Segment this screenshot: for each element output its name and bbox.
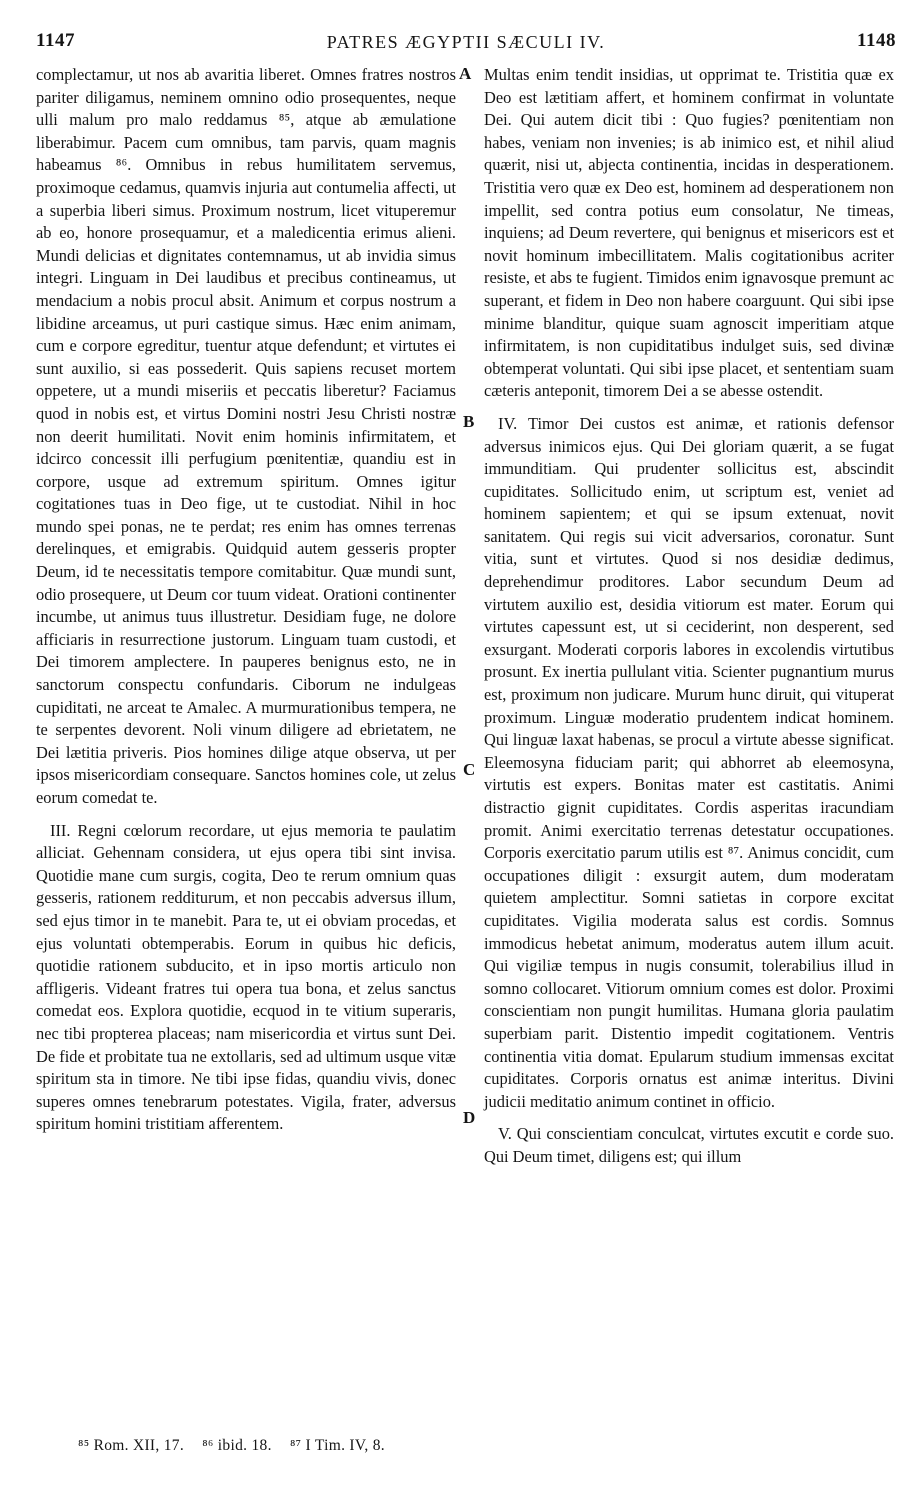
paragraph-continuation-right: Multas enim tendit insidias, ut opprimat te. Tristitia quæ ex Deo est lætitiam affert, et hominem confirmat in voluntate Dei. Qui autem dicit tibi : Quo fugies? pœnitentiam non habes, veniam non invenies; is ab inimico est, et nihil aliud quærit, nisi ut, abjecta continentia, incidas in desperationem. Tristitia vero quæ ex Deo est, hominem ad desperationem non impellit, sed contra potius eum consolatur, Ne timeas, inquiens; ad Deum revertere, qui benignus et misericors est et novit hominum imbecillitatem. Malis cogitationibus acriter resiste, et abs te fugient. Timidos enim ignavosque premunt ac superant, et fidem in Deo non habere coarguunt. Qui sibi ipse minime blanditur, quique suam agnoscit imperitiam atque infirmitatem, is non cupiditatibus indulget suis, sed divinæ obtemperat voluntati. Qui sibi ipse placet, et sententiam suam cæteris anteponit, timorem Dei a se abesse ostendit.: [484, 65, 894, 401]
footnote-87: ⁸⁷ I Tim. IV, 8.: [289, 1437, 385, 1454]
left-page-number: 1147: [36, 30, 75, 51]
running-header: [36, 30, 896, 58]
margin-marker-a: A: [459, 64, 472, 83]
running-title: PATRES ÆGYPTII SÆCULI IV.: [326, 32, 606, 52]
margin-marker-d: D: [463, 1108, 476, 1127]
left-column: [36, 64, 456, 1136]
margin-marker-b: B: [463, 412, 475, 431]
paragraph-section-v: V. Qui conscientiam conculcat, virtutes excutit e corde suo. Qui Deum timet, diligens est; qui illum: [484, 1124, 894, 1166]
footnote-85: ⁸⁵ Rom. XII, 17.: [78, 1437, 185, 1454]
right-page-number: 1148: [857, 30, 896, 51]
right-column: [484, 64, 894, 1169]
paragraph-section-iv: IV. Timor Dei custos est animæ, et rationis defensor adversus inimicos ejus. Qui Dei gloriam quærit, a se fugat immunditiam. Qui prudenter sollicitus est, abscindit cupiditates. Sollicitudo enim, ut scriptum est, veniet ad hominem sapientem; et qui se ipsum extenuat, novit sanitatem. Qui regis sui vicit adversarios, coronatur. Sunt vitia, sunt et virtutes. Quod si nos desidiæ dedimus, deprehendimur proditores. Labor secundum Deum ad virtutem auxilio est, desidia vitiorum est mater. Eorum qui virtutes capessunt est, ut si ceciderint, non desperent, sed exsurgant. Moderati corporis labores in excolendis virtutibus prosunt. Ex inertia pullulant vitia. Scienter pugnantium murus est, proximum non judicare. Murum hunc diruit, qui vituperat proximum. Linguæ moderatio prudentem indicat hominem. Qui linguæ laxat habenas, se procul a virtute abesse significat. Eleemosyna fiduciam parit; qui abhorret ab eleemosyna, virtutis est expers. Bonitas mater est castitatis. Animi distractio gignit cupiditates. Cordis asperitas iracundiam promit. Animi exercitatio terrenas detestatur occupationes. Corporis exercitatio parum utilis est ⁸⁷. Animus concidit, cum occupationes diligit : exsurgit autem, dum moderatam quietem amplectitur. Somni satietas in corpore excitat cupiditates. Vigilia moderata salus est cordis. Somnus immodicus hebetat animum, moderatus autem illum acuit. Qui vigiliæ tempus in nugis consumit, tolerabilius illud in somno collocaret. Vitiorum omnium comes est dolor. Proximi conscientiam non pungit humilitas. Humana gloria paulatim superbiam parit. Distentio impedit cogitationem. Ventris continentia vitia domat. Epularum studium immensas excitat cupiditates. Corporis ornatus est animæ interitus. Divini judicii meditatio animum continet in officio.: [484, 413, 894, 1111]
footnote-86: ⁸⁶ ibid. 18.: [202, 1437, 272, 1454]
paragraph-continuation: complectamur, ut nos ab avaritia liberet. Omnes fratres nostros pariter diligamus, neminem omnino odio prosequentes, neque ulli malum pro malo reddamus ⁸⁵, atque ab æmulatione liberabimur. Pacem cum omnibus, tam parvis, quam magnis habeamus ⁸⁶. Omnibus in rebus humilitatem servemus, proximoque cedamus, quamvis injuria aut contumelia affecti, ut a superbia liberi simus. Proximum nostrum, licet vituperemur ab eo, honore prosequamur, et a maledicentia erimus alieni. Mundi delicias et dignitates contemnamus, ut ab invidia simus integri. Linguam in Dei laudibus et precibus contineamus, ut mendacium a nobis procul absit. Animum et corpus nostrum a libidine arceamus, ut puri castique simus. Hæc enim animam, cum e corpore egreditur, tuentur atque defendunt; et virtutes ei sunt auxilio, si eas possederit. Quis sapiens recuset mortem oppetere, ut a mundi miseriis et peccatis liberetur? Faciamus quod in nobis est, et virtus Domini nostri Jesu Christi nostræ non deerit humilitati. Novit enim hominis infirmitatem, et idcirco concessit illi perfugium pœnitentiæ, quandiu est in corpore, usque ad extremum spiritum. Omnes igitur cogitationes tuas in Deo fige, ut te custodiat. Nihil in hoc mundo spei ponas, ne te perdat; res enim has omnes terrenas derelinques, et emigrabis. Quidquid autem gesseris propter Deum, id te necessitatis tempore comitabitur. Quæ mundi sunt, odio prosequere, ut Deum cor tuum videat. Orationi continenter incumbe, ut animus tuus illustretur. Desidiam fuge, ne dolore afficiaris in resurrectione justorum. Linguam tuam custodi, et Dei timorem amplectere. In pauperes benignus esto, ne in sanctorum conspectu confundaris. Ciborum ne indulgeas cupiditati, ne arceat te Amalec. A murmurationibus tempera, ne te serpentes devorent. Noli vinum diligere ad ebrietatem, ne Dei lætitia priveris. Pios homines dilige atque observa, ut per ipsos misericordiam consequare. Sanctos homines cole, ut zelus eorum comedat te.: [36, 65, 456, 807]
margin-marker-c: C: [463, 760, 476, 779]
footnotes: [78, 1437, 399, 1455]
paragraph-section-iii: III. Regni cœlorum recordare, ut ejus memoria te paulatim alliciat. Gehennam considera, ut ejus opera tibi sint invisa. Quotidie mane cum surgis, cogita, Deo te rerum omnium quas gesseris, rationem redditurum, et non peccabis adversus illum, sed ejus timor in te manebit. Para te, ut ei obviam procedas, et ejus voluntati obtemperabis. Eorum in quibus hic deficis, quotidie rationem subducito, et in ipso mortis articulo non affligeris. Videant fratres tui opera tua bona, et zelus sanctus comedat eos. Explora quotidie, ecquod in te vitium superaris, nec tibi propterea placeas; nam misericordia et virtus sunt Dei. De fide et probitate tua ne extollaris, sed ad ultimum usque vitæ spiritum sta in timore. Ne tibi ipse fidas, quandiu vivis, donec superes omnes tenebrarum potestates. Vigila, frater, adversus spiritum homini tristitiam afferentem.: [36, 820, 456, 1134]
